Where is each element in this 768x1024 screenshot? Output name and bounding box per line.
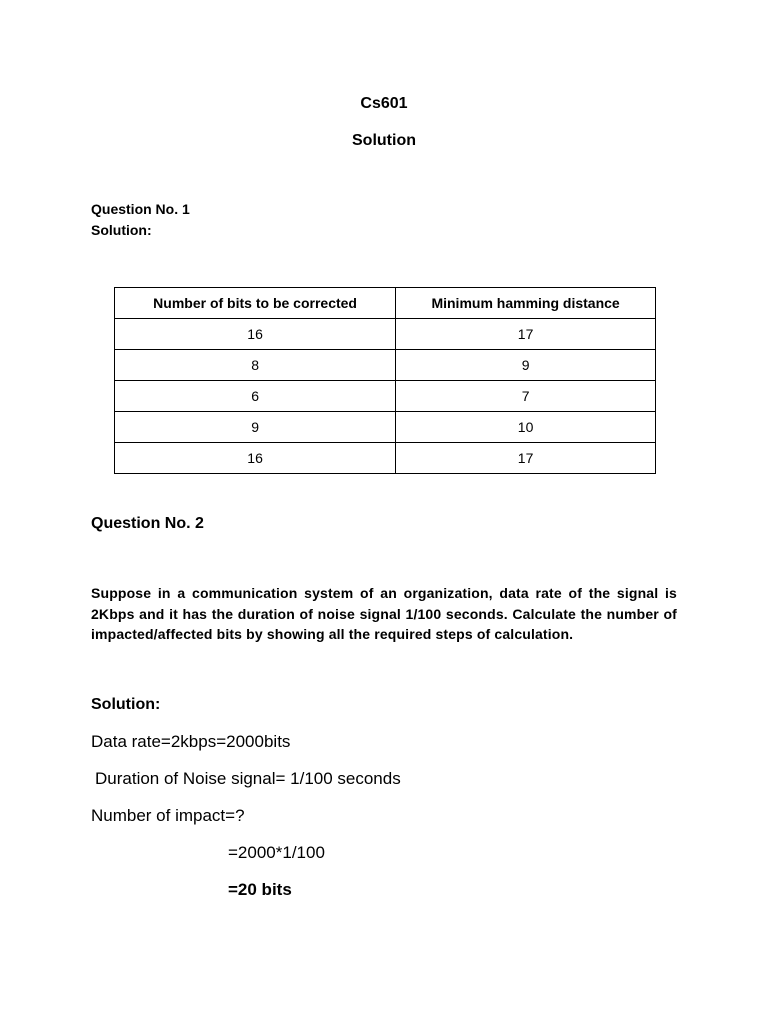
impact-question-line: Number of impact=? — [91, 806, 245, 825]
column-header-bits-corrected: Number of bits to be corrected — [115, 288, 396, 319]
table-row — [115, 412, 656, 443]
table-header-row — [115, 288, 656, 319]
table-row — [115, 350, 656, 381]
column-header-min-hamming-distance: Minimum hamming distance — [396, 288, 656, 319]
table-cell: 9 — [396, 350, 656, 381]
table-cell: 10 — [396, 412, 656, 443]
table-cell: 8 — [115, 350, 396, 381]
question-2-heading: Question No. 2 — [91, 515, 204, 532]
question-1-solution-label: Solution: — [91, 222, 152, 238]
page-title: Solution — [352, 132, 416, 149]
question-2-statement: Suppose in a communication system of an organization, data rate of the signal is 2Kbps and it has the duration of noise signal 1/100 seconds. Calculate the number of impacted/affected bits by showing all the required steps of calculation. — [91, 585, 677, 642]
table-cell: 6 — [115, 381, 396, 412]
table-row — [115, 443, 656, 474]
table-row — [115, 381, 656, 412]
table-cell: 17 — [396, 443, 656, 474]
table-cell: 17 — [396, 319, 656, 350]
hamming-distance-table — [114, 287, 656, 474]
table-row — [115, 319, 656, 350]
table-cell: 16 — [115, 443, 396, 474]
noise-duration-line: Duration of Noise signal= 1/100 seconds — [95, 769, 401, 788]
table-cell: 9 — [115, 412, 396, 443]
course-code: Cs601 — [360, 95, 408, 112]
question-2-solution-label: Solution: — [91, 696, 161, 713]
question-1-heading: Question No. 1 — [91, 201, 190, 217]
result-line: =20 bits — [228, 880, 292, 899]
table-cell: 16 — [115, 319, 396, 350]
data-rate-line: Data rate=2kbps=2000bits — [91, 732, 291, 751]
table-cell: 7 — [396, 381, 656, 412]
calculation-line: =2000*1/100 — [228, 843, 325, 862]
